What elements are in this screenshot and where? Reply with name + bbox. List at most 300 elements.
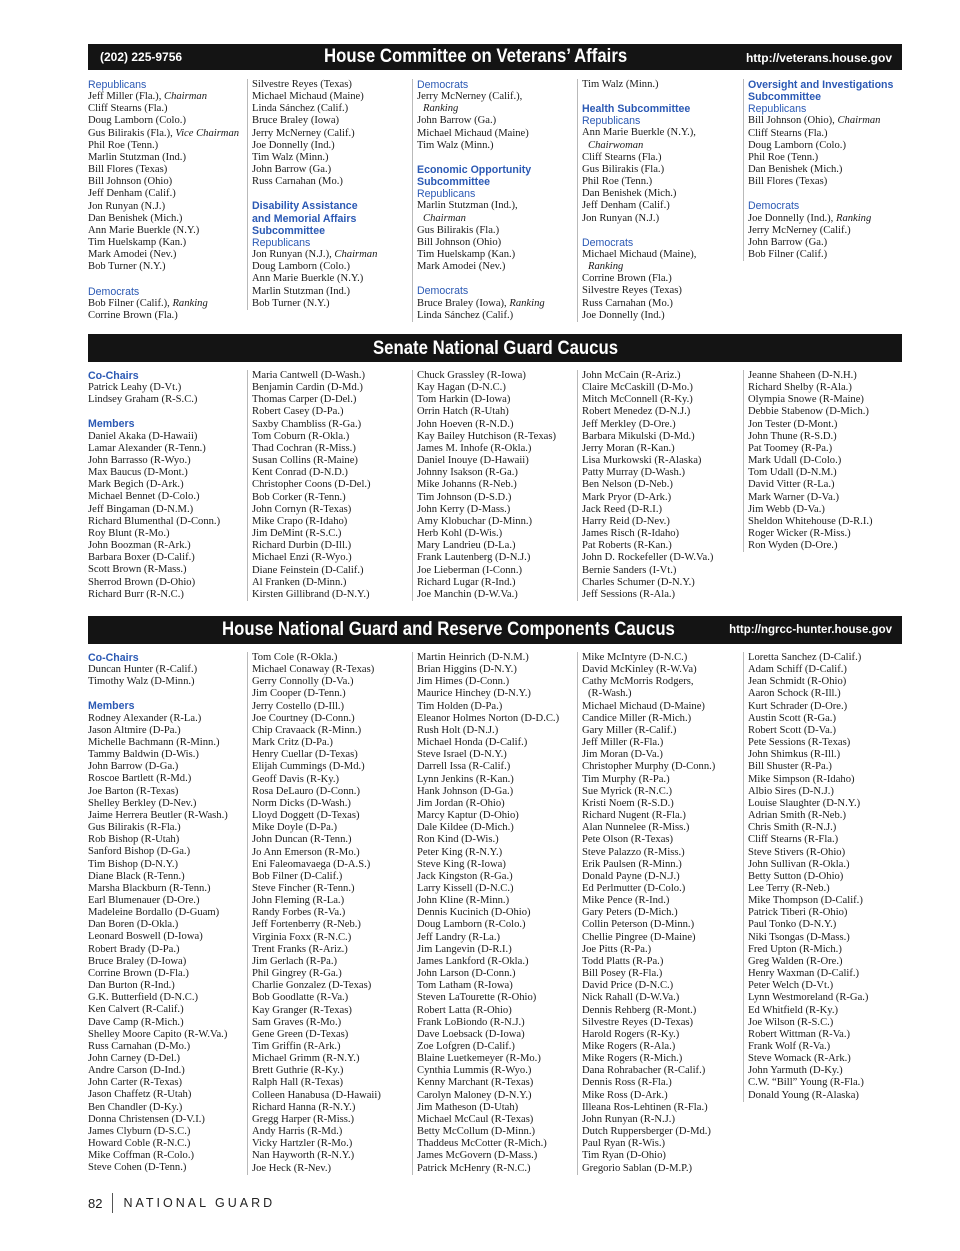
member-text: Trent Franks (R-Ariz.) (252, 943, 348, 955)
member-name (88, 528, 252, 540)
member-text: Gary Miller (R-Calif.) (582, 724, 677, 736)
member-name (417, 725, 576, 737)
member-text: John Barrow (Ga.) (252, 164, 332, 176)
member-text: Tim Huelskamp (Kan.) (417, 249, 516, 261)
member-text: Amy Klobuchar (D-Minn.) (417, 515, 533, 527)
member-name (88, 564, 252, 576)
member-name (88, 1150, 252, 1162)
member-text: Paul Tonko (D-N.Y.) (748, 919, 837, 931)
member-text: John Thune (R-S.D.) (748, 430, 837, 442)
member-name (748, 115, 907, 127)
member-name (252, 956, 411, 968)
member-text: Jeff Sessions (R-Ala.) (582, 588, 676, 600)
member-text: Chellie Pingree (D-Maine) (582, 931, 696, 943)
member-name (582, 1114, 741, 1126)
member-text: David Price (D-N.C.) (582, 980, 674, 992)
member-text: Bob Filner (Calif.), (88, 297, 173, 309)
member-name (582, 847, 741, 859)
member-name (252, 589, 411, 601)
member-text: Herb Kohl (D-Wis.) (417, 528, 503, 540)
member-name (582, 1126, 741, 1138)
member-text: Brian Higgins (D-N.Y.) (417, 664, 517, 676)
member-text: James McGovern (D-Mass.) (417, 1150, 538, 1162)
member-text: Johnny Isakson (R-Ga.) (417, 467, 518, 479)
member-text: Bob Corker (R-Tenn.) (252, 491, 346, 503)
member-name (582, 79, 741, 91)
member-name (88, 1041, 252, 1053)
member-text: Joe Barton (R-Texas) (88, 785, 179, 797)
member-text: Fred Upton (R-Mich.) (748, 943, 842, 955)
member-text: Austin Scott (R-Ga.) (748, 712, 836, 724)
member-text: Henry Cuellar (D-Texas) (252, 749, 358, 761)
member-text: Jeff Miller (Fla.), (88, 91, 165, 103)
member-text: Scott Brown (R-Mass.) (88, 564, 187, 576)
member-text: Steven LaTourette (R-Ohio) (417, 992, 537, 1004)
member-text: Candice Miller (R-Mich.) (582, 712, 692, 724)
member-name (252, 1029, 411, 1041)
website-url[interactable]: http://ngrcc-hunter.house.gov (729, 624, 892, 636)
section-title: House National Guard and Reserve Components Caucus (222, 618, 675, 640)
member-name (252, 1102, 411, 1114)
member-name (88, 1102, 252, 1114)
member-name (417, 992, 576, 1004)
member-text: Joe Donnelly (Ind.), (748, 212, 836, 224)
member-name (582, 895, 741, 907)
member-text: Joe Pitts (R-Pa.) (582, 943, 652, 955)
member-name (582, 907, 741, 919)
member-text: Daniel Inouye (D-Hawaii) (417, 455, 529, 467)
member-text: Betty Sutton (D-Ohio) (748, 870, 844, 882)
party-heading: Democrats (417, 285, 469, 298)
member-text: Howard Coble (R-N.C.) (88, 1138, 191, 1150)
member-text: Michelle Bachmann (R-Minn.) (88, 736, 220, 748)
column-3 (412, 79, 576, 322)
member-text: Mark Amodei (Nev.) (88, 249, 177, 261)
member-name (417, 589, 576, 601)
member-name (748, 980, 907, 992)
member-text: Betty McCollum (D-Minn.) (417, 1126, 535, 1138)
member-text: Doug Lamborn (Colo.) (252, 261, 350, 273)
member-text: Olympia Snowe (R-Maine) (748, 394, 864, 406)
member-text: Richard Burr (R-N.C.) (88, 588, 184, 600)
member-name (417, 528, 576, 540)
member-name (252, 883, 411, 895)
member-text: John Barrasso (R-Wyo.) (88, 454, 191, 466)
member-name (582, 664, 741, 676)
subcommittee-heading: Co-Chairs (88, 652, 139, 664)
subcommittee-heading: Members (88, 700, 135, 713)
member-text: Duncan Hunter (R-Calif.) (88, 664, 198, 676)
member-text: Mark Udall (D-Colo.) (748, 455, 842, 467)
member-text: Debbie Stabenow (D-Mich.) (748, 406, 869, 418)
member-text: Bill Johnson (Ohio) (88, 176, 173, 188)
member-name (417, 394, 576, 406)
member-text: Joe Donnelly (Ind.) (252, 139, 335, 151)
member-text: Marlin Stutzman (Ind.) (252, 285, 350, 297)
member-text: Jim Jordan (R-Ohio) (417, 797, 505, 809)
member-name (417, 419, 576, 431)
column-3 (412, 370, 576, 601)
member-name (252, 847, 411, 859)
member-name (582, 1005, 741, 1017)
member-text: Bill Flores (Texas) (88, 164, 168, 176)
member-name (582, 944, 741, 956)
member-name (88, 1089, 252, 1101)
member-text: Alan Nunnelee (R-Miss.) (582, 822, 690, 834)
member-text: Kay Bailey Hutchison (R-Texas) (417, 430, 557, 442)
column-1 (88, 79, 252, 322)
member-name (582, 932, 741, 944)
member-text: Tom Udall (D-N.M.) (748, 467, 837, 479)
member-name (417, 540, 576, 552)
member-text: Chris Smith (R-N.J.) (748, 822, 837, 834)
member-text: Cliff Stearns (Fla.) (88, 103, 168, 115)
member-name (88, 883, 252, 895)
member-name (582, 504, 741, 516)
subcommittee-heading: Economic Opportunity (417, 163, 532, 176)
member-text: Cliff Stearns (Fla.) (748, 127, 828, 139)
member-name (417, 261, 576, 273)
member-text: Andre Carson (D-Ind.) (88, 1065, 185, 1077)
member-name (582, 273, 741, 285)
member-name (88, 382, 252, 394)
member-text: Tim Holden (D-Pa.) (417, 700, 503, 712)
member-text: Harold Rogers (R-Ky.) (582, 1028, 680, 1040)
member-text: Gregorio Sablan (D-M.P.) (582, 1162, 693, 1174)
member-name (252, 128, 411, 140)
member-name (417, 443, 576, 455)
member-name (582, 883, 741, 895)
member-name (582, 688, 741, 700)
member-name (582, 725, 741, 737)
member-name (252, 1077, 411, 1089)
member-name (417, 786, 576, 798)
member-name (88, 261, 252, 273)
member-name (748, 1017, 907, 1029)
member-name (88, 931, 252, 943)
member-name (252, 701, 411, 713)
member-text: Jason Chaffetz (R-Utah) (88, 1089, 192, 1101)
member-name (88, 491, 252, 503)
member-text: Diane Feinstein (D-Calif.) (252, 564, 364, 576)
member-text: Russ Carnahan (Mo.) (252, 176, 343, 188)
spacer (252, 188, 411, 200)
member-text: John Fleming (R-La.) (252, 895, 345, 907)
member-text: Mike Coffman (R-Colo.) (88, 1150, 195, 1162)
member-text: Norm Dicks (D-Wash.) (252, 797, 351, 809)
member-text: Dave Loebsack (D-Iowa) (417, 1028, 525, 1040)
member-text: Jim DeMint (R-S.C.) (252, 528, 342, 540)
member-name (748, 822, 907, 834)
column-4 (577, 79, 741, 322)
member-text: Sanford Bishop (D-Ga.) (88, 846, 191, 858)
member-text: Brett Guthrie (R-Ky.) (252, 1065, 344, 1077)
member-text: Earl Blumenauer (D-Ore.) (88, 894, 200, 906)
member-text: John Carney (D-Del.) (88, 1053, 181, 1064)
member-name (88, 810, 252, 822)
member-name (417, 1065, 576, 1077)
member-text: Dan Benishek (Mich.) (88, 212, 183, 224)
member-name (748, 798, 907, 810)
member-text: Paul Ryan (R-Wis.) (582, 1138, 666, 1150)
member-name (88, 249, 252, 261)
member-text: Sherrod Brown (D-Ohio) (88, 576, 196, 588)
website-url[interactable]: http://veterans.house.gov (745, 51, 892, 65)
member-name (252, 652, 411, 664)
section-title: Senate National Guard Caucus (372, 336, 618, 359)
member-text: Gregg Harper (R-Miss.) (252, 1113, 355, 1125)
member-name (252, 103, 411, 115)
member-text: Robert Casey (D-Pa.) (252, 406, 344, 418)
member-name (88, 540, 252, 552)
member-text: Dennis Ross (R-Fla.) (582, 1077, 672, 1089)
member-name (252, 516, 411, 528)
member-name (252, 286, 411, 298)
member-name (748, 701, 907, 713)
member-name (748, 455, 907, 467)
member-name (582, 540, 741, 552)
member-name (748, 164, 907, 176)
member-name (417, 652, 576, 664)
member-name (252, 1065, 411, 1077)
member-text: Jeanne Shaheen (D-N.H.) (748, 370, 857, 381)
member-name (88, 115, 252, 127)
member-text: Bruce Braley (Iowa), (417, 297, 510, 309)
member-name (88, 176, 252, 188)
subcommittee-heading: Co-Chairs (88, 370, 139, 382)
member-role: Chairman (423, 212, 466, 224)
subcommittee-heading: and Memorial Affairs (252, 212, 357, 225)
member-text: Marlin Stutzman (Ind.) (88, 151, 186, 163)
spacer (88, 274, 252, 286)
member-name (252, 688, 411, 700)
member-name (582, 822, 741, 834)
member-name (582, 127, 741, 139)
member-text: Joe Manchin (D-W.Va.) (417, 588, 518, 600)
member-name (417, 1090, 576, 1102)
member-name (252, 944, 411, 956)
member-name (582, 249, 741, 261)
member-name (582, 406, 741, 418)
member-text: Harry Reid (D-Nev.) (582, 515, 670, 527)
member-text: Zoe Lofgren (D-Calif.) (417, 1041, 515, 1052)
member-text: Maria Cantwell (D-Wash.) (252, 370, 365, 381)
member-text: Cathy McMorris Rodgers, (582, 676, 694, 688)
column-3 (412, 652, 576, 1175)
member-name (88, 152, 252, 164)
member-text: Pat Roberts (R-Kan.) (582, 540, 672, 552)
member-text: Nick Rahall (D-W.Va.) (582, 992, 680, 1004)
member-text: Kay Granger (R-Texas) (252, 1004, 352, 1016)
member-name (88, 773, 252, 785)
member-text: John Barrow (Ga.) (417, 115, 497, 127)
member-text: Dan Boren (D-Okla.) (88, 919, 179, 931)
member-text: Chip Cravaack (R-Minn.) (252, 724, 362, 736)
member-text: Illeana Ros-Lehtinen (R-Fla.) (582, 1101, 708, 1113)
member-text: Barbara Mikulski (D-Md.) (582, 430, 695, 442)
member-name (417, 1102, 576, 1114)
member-name (252, 273, 411, 285)
member-text: Mike Doyle (D-Pa.) (252, 822, 338, 834)
member-name (748, 504, 907, 516)
member-name (88, 1126, 252, 1138)
member-name (748, 652, 907, 664)
senate-caucus-header (88, 334, 902, 362)
member-text: G.K. Butterfield (D-N.C.) (88, 992, 199, 1004)
member-text: Frank Lautenberg (D-N.J.) (417, 552, 531, 564)
member-role: Chairman (164, 91, 207, 103)
member-name (252, 895, 411, 907)
member-text: Pete Olson (R-Texas) (582, 834, 674, 846)
member-name (748, 213, 907, 225)
member-name (88, 725, 252, 737)
member-name (748, 859, 907, 871)
member-text: Ann Marie Buerkle (N.Y.) (88, 224, 200, 236)
member-text: Jim Matheson (D-Utah) (417, 1101, 519, 1113)
member-name (417, 479, 576, 491)
member-name (417, 895, 576, 907)
member-text: Saxby Chambliss (R-Ga.) (252, 418, 362, 430)
member-name (88, 749, 252, 761)
member-text: Joe Donnelly (Ind.) (582, 309, 665, 321)
member-name (417, 713, 576, 725)
member-text: Dutch Ruppersberger (D-Md.) (582, 1126, 711, 1138)
member-name (748, 394, 907, 406)
member-name (88, 140, 252, 152)
member-name (748, 749, 907, 761)
member-text: Eleanor Holmes Norton (D-D.C.) (417, 712, 560, 724)
member-name (582, 737, 741, 749)
member-text: Ann Marie Buerkle (N.Y.) (252, 273, 364, 285)
page-footer (88, 1193, 275, 1213)
member-name (582, 552, 741, 564)
member-text: Adam Schiff (D-Calif.) (748, 664, 847, 676)
member-text: Jerry McNerney (Calif.), (417, 91, 523, 103)
member-name (252, 261, 411, 273)
member-text: Mike McIntyre (D-N.C.) (582, 652, 688, 663)
member-name (417, 310, 576, 322)
member-name (582, 443, 741, 455)
member-name (748, 467, 907, 479)
member-name (252, 1053, 411, 1065)
member-text: Phil Roe (Tenn.) (748, 151, 819, 163)
member-text: Timothy Walz (D-Minn.) (88, 676, 195, 688)
member-text: Dana Rohrabacher (R-Calif.) (582, 1065, 706, 1077)
member-text: John Carter (R-Texas) (88, 1077, 182, 1089)
member-name (748, 431, 907, 443)
member-name (252, 419, 411, 431)
member-name (252, 810, 411, 822)
member-text: Russ Carnahan (Mo.) (582, 297, 673, 309)
member-text: Bill Shuster (R-Pa.) (748, 761, 832, 773)
member-text: Marlin Stutzman (Ind.), (417, 200, 518, 212)
member-text: Russ Carnahan (D-Mo.) (88, 1040, 191, 1052)
member-text: Peter Welch (D-Vt.) (748, 980, 834, 992)
member-name (582, 140, 741, 152)
member-name (417, 1138, 576, 1150)
member-name (582, 1065, 741, 1077)
member-text: John Larson (D-Conn.) (417, 968, 516, 980)
member-name (417, 1053, 576, 1065)
member-text: C.W. “Bill” Young (R-Fla.) (748, 1077, 864, 1089)
member-role: Vice Chairman (175, 127, 240, 139)
member-text: Darrell Issa (R-Calif.) (417, 761, 511, 773)
member-name (582, 1017, 741, 1029)
member-text: Diane Black (R-Tenn.) (88, 870, 185, 882)
member-text: Ann Marie Buerkle (N.Y.), (582, 127, 696, 139)
member-name (417, 774, 576, 786)
member-name (88, 664, 252, 676)
member-text: John Kline (R-Minn.) (417, 895, 510, 907)
member-name (252, 1163, 411, 1175)
member-text: Tammy Baldwin (D-Wis.) (88, 749, 199, 761)
member-name (582, 1090, 741, 1102)
member-text: Max Baucus (D-Mont.) (88, 467, 188, 479)
member-text: Joe Courtney (D-Conn.) (252, 712, 355, 724)
member-text: Andy Harris (R-Md.) (252, 1126, 343, 1138)
member-name (252, 822, 411, 834)
member-text: John Barrow (Ga.) (748, 236, 828, 248)
member-name (252, 394, 411, 406)
member-text: Christopher Coons (D-Del.) (252, 479, 371, 491)
member-text: Susan Collins (R-Maine) (252, 455, 358, 467)
member-name (748, 1065, 907, 1077)
member-name (417, 128, 576, 140)
member-name (748, 810, 907, 822)
member-name (417, 492, 576, 504)
member-text: Frank Wolf (R-Va.) (748, 1041, 831, 1052)
member-text: Gene Green (D-Texas) (252, 1028, 349, 1040)
publication-name: NATIONAL GUARD (123, 1196, 276, 1210)
member-text: Silvestre Reyes (Texas) (582, 285, 682, 297)
member-text: Donald Payne (D-N.J.) (582, 870, 680, 882)
member-text: Richard Blumenthal (D-Conn.) (88, 515, 221, 527)
member-name (252, 749, 411, 761)
member-text: Jim Webb (D-Va.) (748, 503, 825, 515)
member-name (582, 200, 741, 212)
member-text: Leonard Boswell (D-Iowa) (88, 931, 203, 943)
member-name (748, 664, 907, 676)
member-text: Jeff Landry (R-La.) (417, 931, 501, 943)
member-name (582, 261, 741, 273)
member-text: Tim Johnson (D-S.D.) (417, 491, 512, 503)
member-name (252, 761, 411, 773)
member-text: Phil Gingrey (R-Ga.) (252, 968, 342, 980)
member-name (88, 992, 252, 1004)
member-name (748, 176, 907, 188)
member-name (582, 394, 741, 406)
member-name (748, 1053, 907, 1065)
member-name (582, 713, 741, 725)
member-name (582, 676, 741, 688)
member-text: Michael Enzi (R-Wyo.) (252, 552, 352, 564)
member-text: Ron Wyden (D-Ore.) (748, 540, 838, 552)
member-name (417, 907, 576, 919)
member-name (88, 968, 252, 980)
member-text: Jerry Moran (R-Kan.) (582, 442, 675, 454)
party-heading: Democrats (748, 200, 800, 213)
member-name (582, 774, 741, 786)
member-text: Virginia Foxx (R-N.C.) (252, 931, 352, 943)
member-name (417, 200, 576, 212)
member-text: Lindsey Graham (R-S.C.) (88, 394, 198, 406)
member-name (252, 1150, 411, 1162)
column-4 (577, 370, 741, 601)
member-text: Bill Posey (R-Fla.) (582, 968, 663, 980)
member-name (417, 688, 576, 700)
member-name (748, 225, 907, 237)
member-text: Michael Michaud (Maine), (582, 248, 697, 260)
